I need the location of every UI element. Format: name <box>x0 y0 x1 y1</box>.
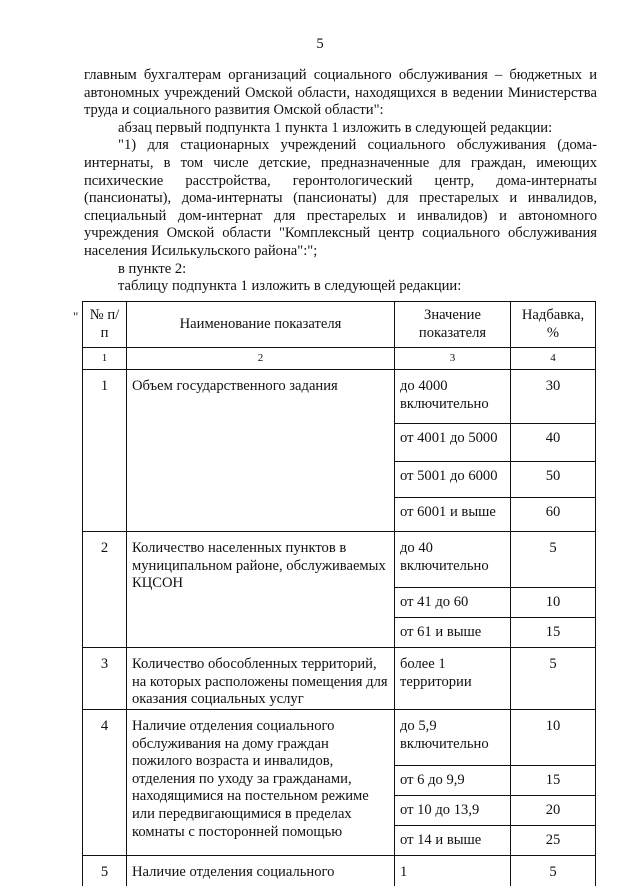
header-cell: Надбавка, % <box>511 302 596 348</box>
header-cell: Наименование показателя <box>127 302 395 348</box>
bonus-percent: 60 <box>511 498 596 532</box>
row-number: 2 <box>83 532 127 648</box>
bonus-percent: 10 <box>511 710 596 766</box>
index-cell: 3 <box>395 348 511 370</box>
index-cell: 2 <box>127 348 395 370</box>
paragraph: абзац первый подпункта 1 пункта 1 изложить в следующей редакции: <box>118 119 553 136</box>
table-row <box>83 648 596 710</box>
index-cell: 1 <box>83 348 127 370</box>
row-number: 5 <box>83 856 127 886</box>
row-number: 4 <box>83 710 127 856</box>
indicator-value: 1 <box>395 856 511 886</box>
bonus-percent: 40 <box>511 424 596 462</box>
indicator-value: от 10 до 13,9 <box>395 796 511 826</box>
indicator-value: до 40 включительно <box>395 532 511 588</box>
indicator-value: от 4001 до 5000 <box>395 424 511 462</box>
bonus-percent: 5 <box>511 856 596 886</box>
bonus-percent: 15 <box>511 766 596 796</box>
table-index-row <box>83 348 596 370</box>
bonus-percent: 50 <box>511 462 596 498</box>
table-row <box>83 856 596 886</box>
paragraph: главным бухгалтерам организаций социального обслуживания – бюджетных и автономных учреждений Омской области, находящихся в ведении Министерства труда и социального развития Омской области": <box>84 67 597 119</box>
indicator-value: от 6 до 9,9 <box>395 766 511 796</box>
indicator-name: Количество населенных пунктов в муниципальном районе, обслуживаемых КЦСОН <box>127 532 395 648</box>
row-number: 1 <box>83 370 127 532</box>
paragraph: "1) для стационарных учреждений социального обслуживания (дома-интернаты, в том числе детские, предназначенные для граждан, имеющих психические расстройства, геронтологический центр, дома-интернаты (пансионаты), дома-интернаты (пансионаты) для престарелых и инвалидов, специальный дом-интернат для престарелых и инвалидов) и автономного учреждения Омской области "Комплексный центр социального обслуживания населения Исилькульского района":"; <box>84 137 597 259</box>
page-number: 5 <box>316 36 324 52</box>
indicator-value: от 41 до 60 <box>395 588 511 618</box>
bonus-percent: 15 <box>511 618 596 648</box>
indicator-name: Наличие отделения социального обслуживания на дому граждан пожилого возраста и инвалидов, отделения по уходу за гражданами, находящимися на постельном режиме или передвигающимися в пределах комнаты с посторонней помощью <box>127 710 395 856</box>
bonus-percent: 5 <box>511 648 596 710</box>
indicator-name: Объем государственного задания <box>127 370 395 532</box>
indicator-name: Количество обособленных территорий, на которых расположены помещения для оказания социальных услуг <box>127 648 395 710</box>
indicator-value: более 1 территории <box>395 648 511 710</box>
indicator-value: от 61 и выше <box>395 618 511 648</box>
body-text <box>84 67 597 296</box>
paragraph: таблицу подпункта 1 изложить в следующей редакции: <box>118 278 462 295</box>
header-cell: № п/п <box>83 302 127 348</box>
bonus-percent: 30 <box>511 370 596 424</box>
bonus-percent: 25 <box>511 826 596 856</box>
indicator-value: от 5001 до 6000 <box>395 462 511 498</box>
table-row <box>83 370 596 424</box>
table-header-row <box>83 302 596 348</box>
bonus-percent: 20 <box>511 796 596 826</box>
table-row <box>83 710 596 766</box>
indicator-value: до 5,9 включительно <box>395 710 511 766</box>
paragraph: в пункте 2: <box>118 260 187 277</box>
bonus-percent: 10 <box>511 588 596 618</box>
indicator-value: от 14 и выше <box>395 826 511 856</box>
row-number: 3 <box>83 648 127 710</box>
header-cell: Значение показателя <box>395 302 511 348</box>
bonus-percent: 5 <box>511 532 596 588</box>
open-quote-mark: " <box>73 309 79 324</box>
indicator-value: от 6001 и выше <box>395 498 511 532</box>
indicator-name: Наличие отделения социального <box>127 856 395 886</box>
table-row <box>83 532 596 588</box>
indicator-table <box>82 301 596 886</box>
index-cell: 4 <box>511 348 596 370</box>
indicator-value: до 4000 включительно <box>395 370 511 424</box>
